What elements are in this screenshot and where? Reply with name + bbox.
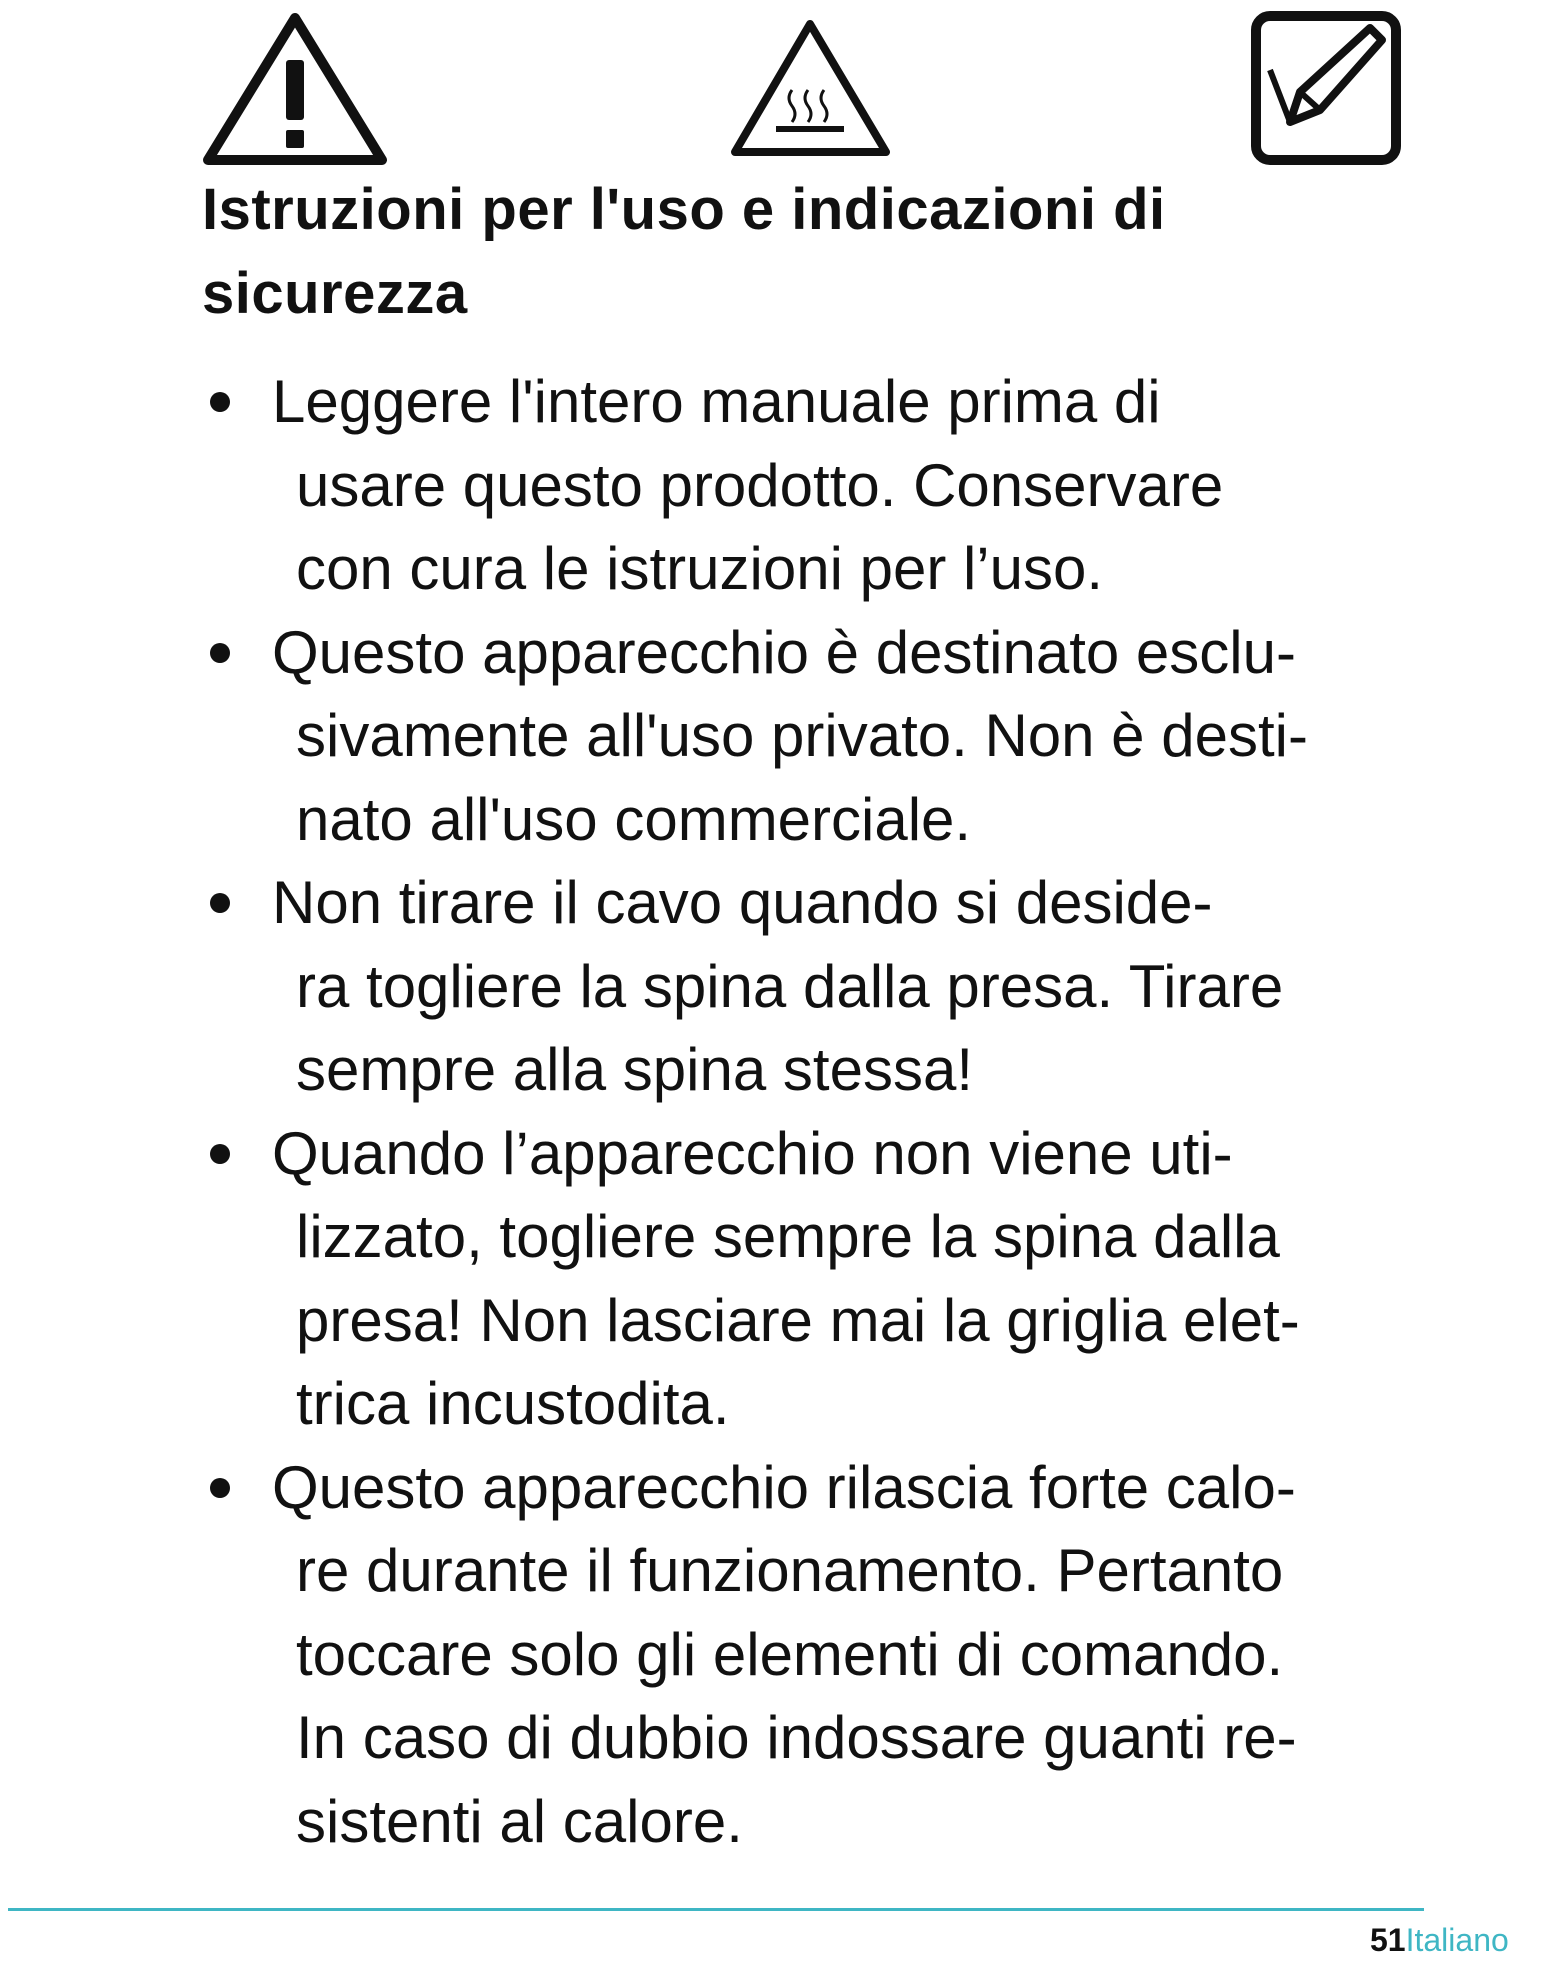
safety-instructions-list [202, 360, 1442, 1863]
list-item-line: nato all'uso commerciale. [296, 785, 972, 853]
list-item-line: re durante il funzionamento. Pertanto [296, 1537, 1284, 1604]
bullet-icon [210, 893, 230, 913]
list-item-line: Quando l’apparecchio non viene uti- [272, 1119, 1233, 1187]
bullet-icon [210, 643, 230, 663]
page-number: 51 [1370, 1922, 1406, 1958]
language-label: Italiano [1405, 1922, 1509, 1958]
list-item-line: presa! Non lasciare mai la griglia elet- [296, 1286, 1300, 1354]
hot-surface-icon [728, 18, 893, 160]
list-item [202, 1446, 1442, 1864]
list-item-line: Leggere l'intero manuale prima di [272, 368, 1161, 435]
list-item-line: usare questo prodotto. Conservare [296, 451, 1224, 519]
list-item-line: Questo apparecchio è destinato esclu- [272, 618, 1296, 686]
warning-triangle-icon [200, 10, 390, 170]
note-pencil-icon [1250, 10, 1402, 166]
list-item-line: lizzato, togliere sempre la spina dalla [296, 1203, 1280, 1270]
list-item-line: Non tirare il cavo quando si deside- [272, 869, 1213, 936]
page-footer [1370, 1918, 1509, 1962]
page-title: Istruzioni per l'uso e indicazioni di sicurezza [202, 177, 1166, 326]
list-item-line: Questo apparecchio rilascia forte calo- [272, 1453, 1296, 1521]
list-item-line: sempre alla spina stessa! [296, 1036, 973, 1103]
list-item-line: trica incustodita. [296, 1370, 730, 1437]
list-item-line: sistenti al calore. [296, 1787, 743, 1855]
list-item-line: ra togliere la spina dalla presa. Tirare [296, 952, 1284, 1020]
footer-divider [8, 1908, 1424, 1911]
bullet-icon [210, 392, 230, 412]
list-item [202, 360, 1442, 611]
list-item [202, 611, 1442, 862]
list-item-line: toccare solo gli elementi di comando. [296, 1620, 1284, 1688]
list-item [202, 861, 1442, 1112]
list-item-line: sivamente all'uso privato. Non è desti- [296, 702, 1308, 769]
list-item-line: con cura le istruzioni per l’uso. [296, 535, 1104, 602]
list-item-line: In caso di dubbio indossare guanti re- [296, 1704, 1297, 1771]
list-item [202, 1112, 1442, 1446]
bullet-icon [210, 1478, 230, 1498]
bullet-icon [210, 1144, 230, 1164]
